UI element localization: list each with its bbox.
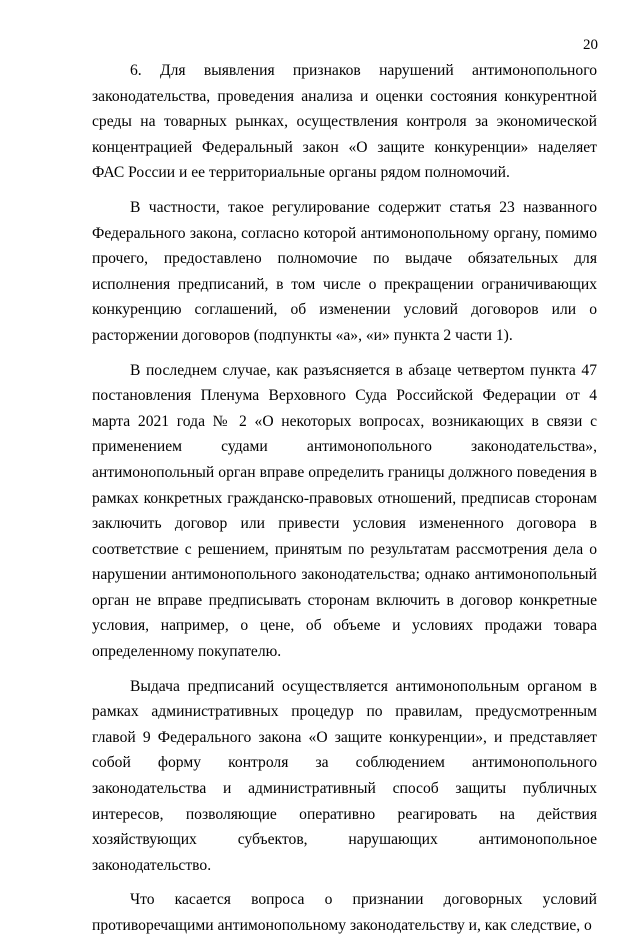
paragraph-2: В частности, такое регулирование содержит статья 23 названного Федерального закона, согласно которой антимонопольному органу, помимо прочего, предоставлено полномочие по выдаче обязательных для исполнения предписаний, в том числе о прекращении ограничивающих конкуренцию соглашений, об изменении условий договоров или о расторжении договоров (подпункты «а», «и» пункта 2 части 1). xyxy=(92,198,597,344)
document-body xyxy=(92,58,597,948)
paragraph-5: Что касается вопроса о признании договорных условий противоречащими антимонопольному законодательству и, как следствие, о xyxy=(92,891,597,934)
paragraph-4: Выдача предписаний осуществляется антимонопольным органом в рамках административных процедур по правилам, предусмотренным главой 9 Федерального закона «О защите конкуренции», и представляет собой форму контроля за соблюдением антимонопольного законодательства и административный способ защиты публичных интересов, позволяющие оперативно реагировать на действия хозяйствующих субъектов, нарушающих антимонопольное законодательство. xyxy=(92,677,597,874)
paragraph-1: 6. Для выявления признаков нарушений антимонопольного законодательства, проведения анализа и оценки состояния конкурентной среды на товарных рынках, осуществления контроля за экономической концентрацией Федеральный закон «О защите конкуренции» наделяет ФАС России и ее территориальные органы рядом полномочий. xyxy=(92,62,597,182)
page-number: 20 xyxy=(583,37,598,53)
paragraph-3: В последнем случае, как разъясняется в абзаце четвертом пункта 47 постановления Пленума Верховного Суда Российской Федерации от 4 марта 2021 года № 2 «О некоторых вопросах, возникающих в связи с применением судами антимонопольного законодательства», антимонопольный орган вправе определить границы должного поведения в рамках конкретных гражданско-правовых отношений, предписав сторонам заключить договор или привести условия измененного договора в соответствие с решением, принятым по результатам рассмотрения дела о нарушении антимонопольного законодательства; однако антимонопольный орган не вправе предписывать сторонам включить в договор конкретные условия, например, о цене, об объеме и условиях продажи товара определенному покупателю. xyxy=(92,361,597,661)
